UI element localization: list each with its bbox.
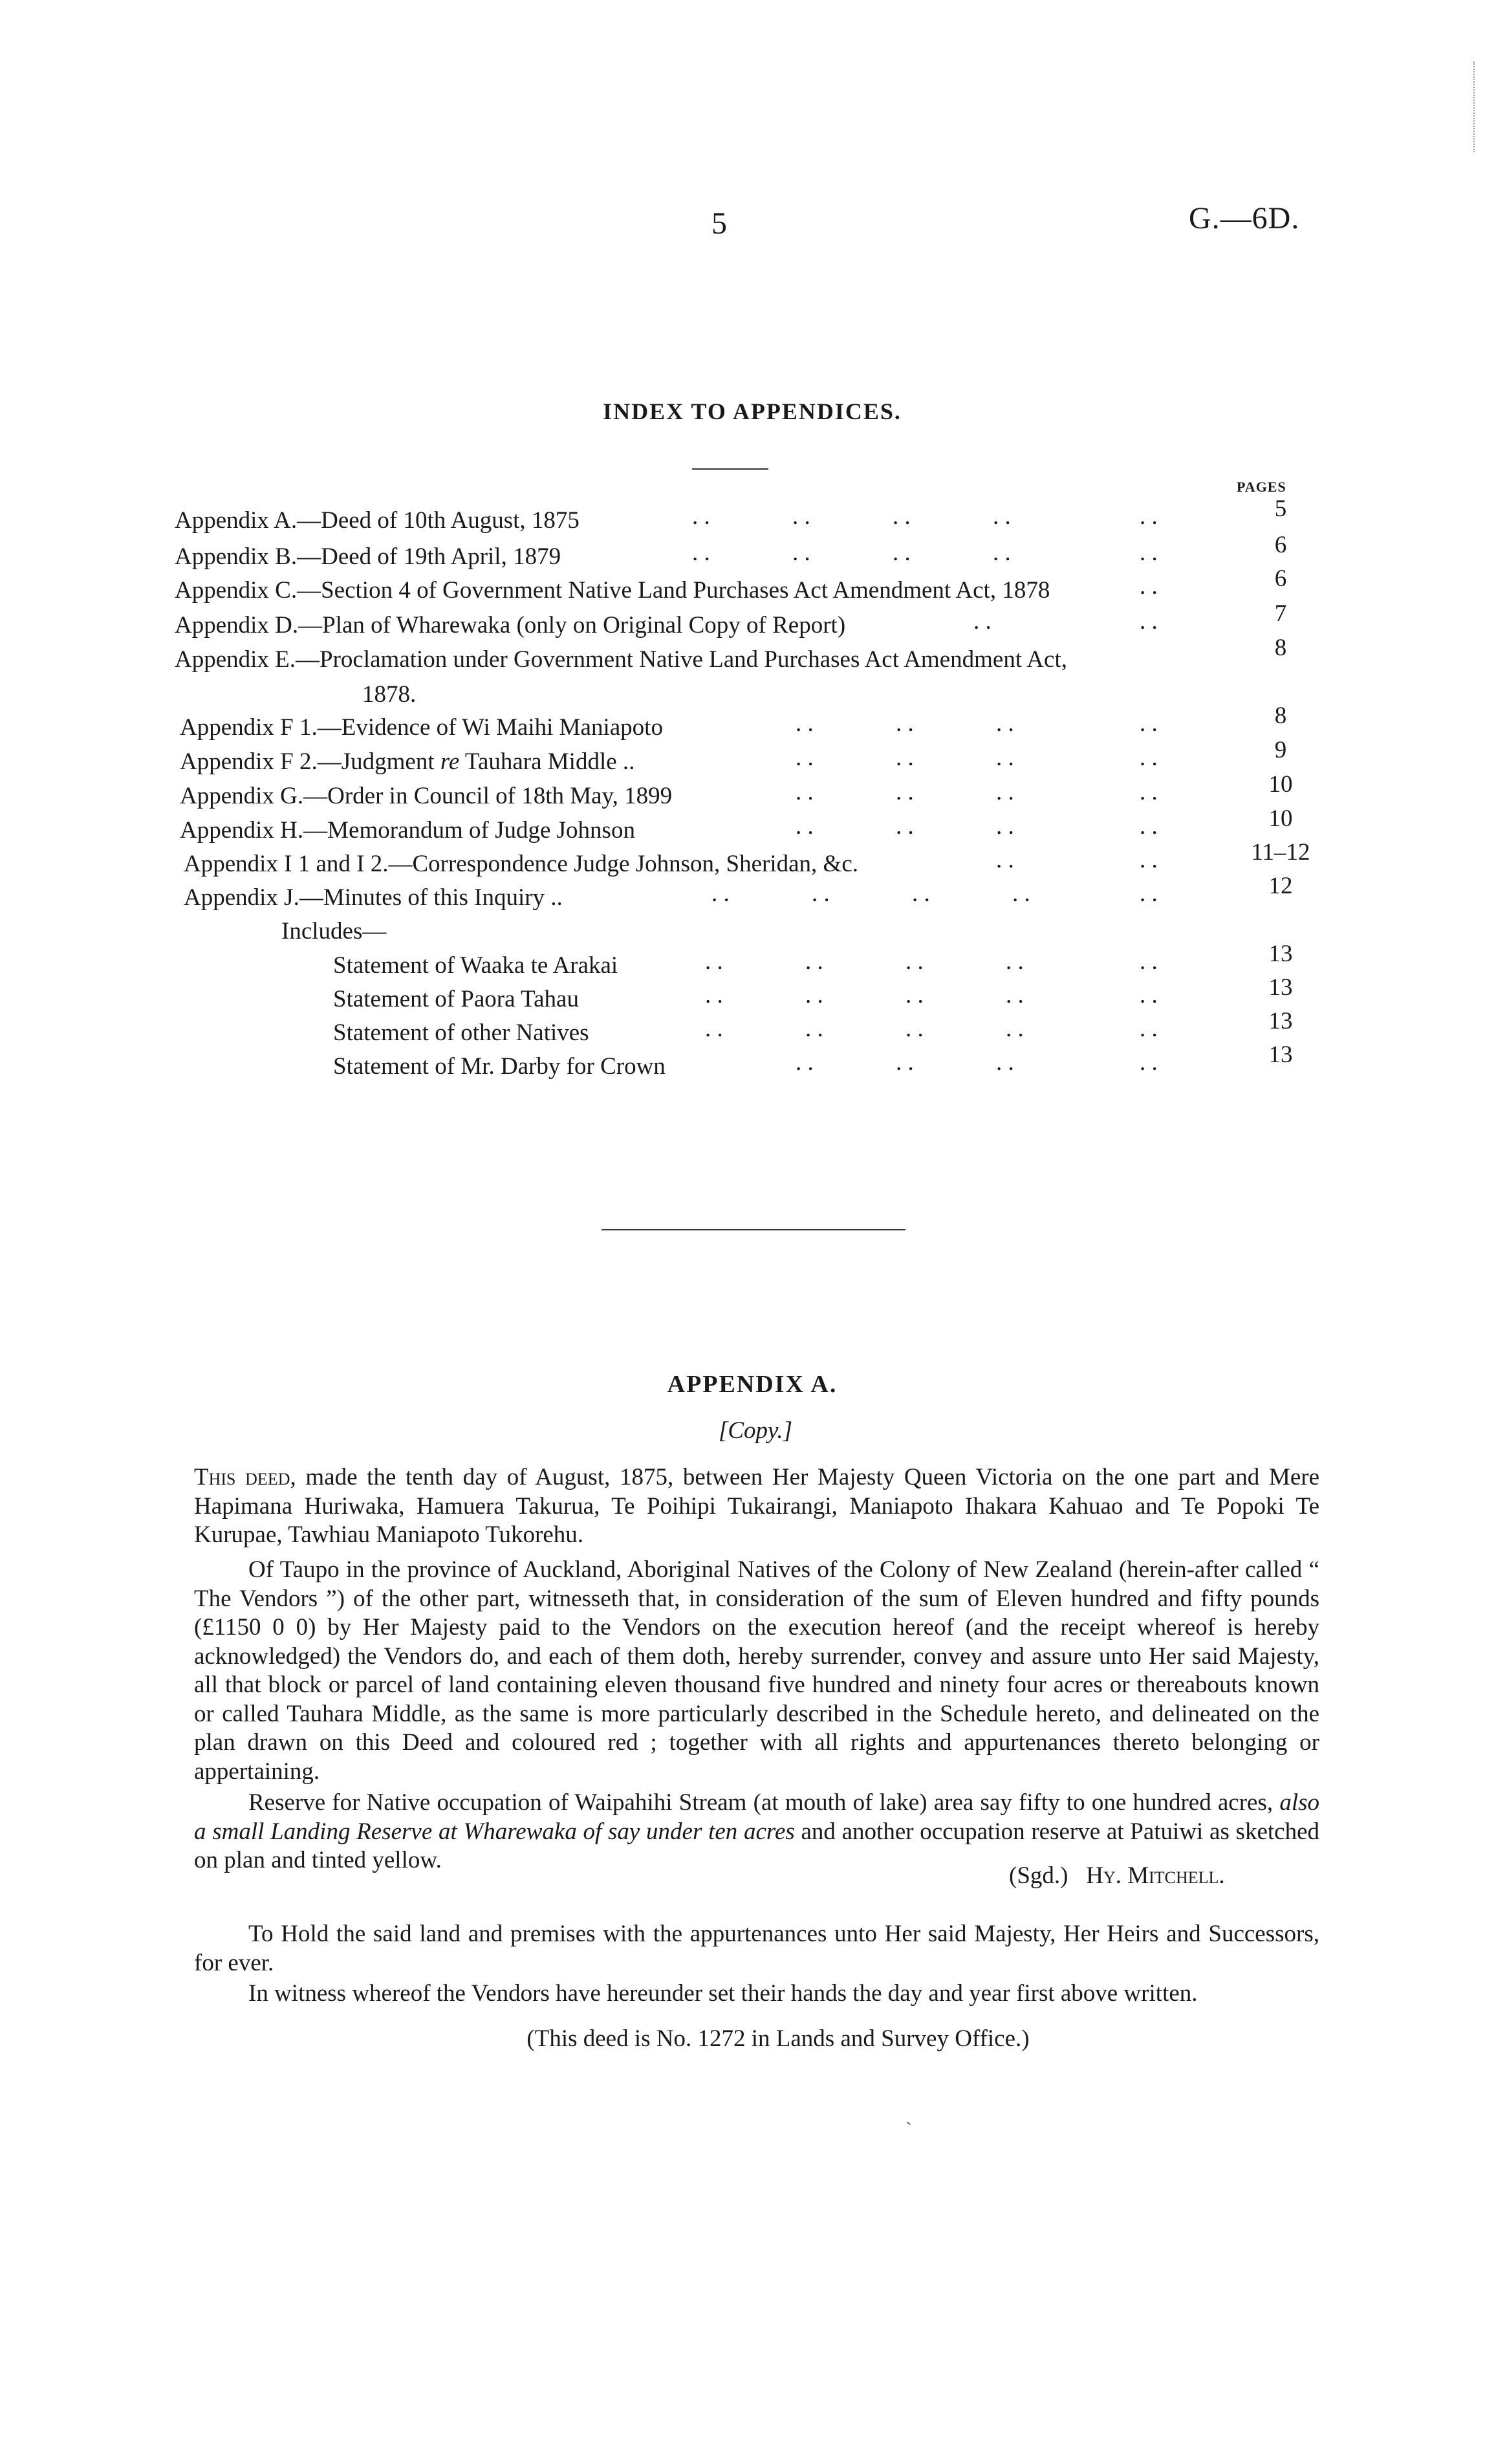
index-row-page: 13 — [1268, 941, 1293, 967]
document-code: G.—6D. — [1189, 201, 1300, 235]
signature — [1009, 1862, 1225, 1890]
index-row — [175, 915, 1319, 948]
index-row-label: Statement of Paora Tahau — [333, 986, 579, 1012]
index-row-page: 11–12 — [1251, 839, 1310, 866]
index-row-label: Appendix H.—Memorandum of Judge Johnson — [180, 817, 635, 844]
index-row: Appendix H.—Memorandum of Judge Johnson . . . . . . . . 10 — [175, 814, 1319, 847]
index-row: Appendix G.—Order in Council of 18th May, 1899 . . . . . . . . 10 — [175, 780, 1319, 812]
index-row-page: 7 — [1274, 600, 1287, 627]
divider-long — [602, 1229, 905, 1230]
index-row-page: 9 — [1274, 737, 1287, 763]
landing-reserve-italic: also a small Landing Reserve at Wharewaka of say under ten acres — [194, 1789, 1319, 1845]
index-row-page: 13 — [1268, 1008, 1293, 1034]
index-row-label: Appendix E.—Proclamation under Government Native Land Purchases Act Amendment Act, — [175, 646, 1067, 673]
index-row-label: Appendix B.—Deed of 19th April, 1879 — [175, 543, 561, 570]
index-row: Appendix F 2.—Judgment re Tauhara Middle .. . . . . . . . . 9 — [175, 746, 1319, 778]
deed-paragraph-1-text: , made the tenth day of August, 1875, between Her Majesty Queen Victoria on the one part and Mere Hapimana Huriwaka, Hamuera Takurua, Te Poihipi Tukairangi, Maniapoto Ihakara Kahuao and Te Popoki Te Kurupae, Tawhiau Maniapoto Tukorehu. — [194, 1464, 1319, 1548]
deed-paragraph-3-a: Reserve for Native occupation of Waipahihi Stream (at mouth of lake) area say fifty to one hundred acres, — [248, 1789, 1274, 1816]
index-row-label: Appendix G.—Order in Council of 18th May, 1899 — [180, 783, 673, 809]
deed-paragraph-5: In witness whereof the Vendors have hereunder set their hands the day and year first above written. — [248, 1980, 1198, 2007]
index-row: Appendix F 1.—Evidence of Wi Maihi Maniapoto . . . . . . . . 8 — [175, 712, 1319, 744]
index-row-label: Appendix C.—Section 4 of Government Native Land Purchases Act Amendment Act, 1878 — [175, 577, 1050, 604]
deed-lead-words: This deed — [194, 1464, 290, 1490]
index-row-label: Appendix A.—Deed of 10th August, 1875 — [175, 507, 580, 534]
page-number: 5 — [711, 206, 727, 241]
appendix-a-title: APPENDIX A. — [667, 1371, 838, 1398]
index-row: Appendix J.—Minutes of this Inquiry .. . . . . . . . . . . 12 — [175, 882, 1319, 914]
index-row: Appendix B.—Deed of 19th April, 1879 . . . . . . . . . . 6 — [175, 541, 1319, 573]
deed-registry-note: (This deed is No. 1272 in Lands and Survey Office.) — [526, 2025, 1030, 2052]
index-row-page: 12 — [1268, 873, 1293, 899]
index-row-page: 8 — [1274, 703, 1287, 729]
index-row: Statement of other Natives . . . . . . . . . . 13 — [175, 1017, 1319, 1049]
index-row-page: 6 — [1274, 565, 1287, 592]
index-row: Statement of Waaka te Arakai . . . . . . . . . . 13 — [175, 950, 1319, 982]
index-title: INDEX TO APPENDICES. — [603, 398, 902, 424]
index-row-label: Statement of other Natives — [333, 1019, 589, 1046]
deed-paragraph-4: To Hold the said land and premises with the appurtenances unto Her said Majesty, Her Heirs and Successors, for ever. — [194, 1921, 1319, 1976]
index-row: Appendix D.—Plan of Wharewaka (only on Original Copy of Report) . . . . 7 — [175, 609, 1319, 642]
index-continuation: 1878. — [362, 681, 417, 708]
ink-speck: ˋ — [905, 2119, 912, 2140]
index-row-page: 10 — [1268, 805, 1293, 832]
index-row-page: 10 — [1268, 771, 1293, 798]
deed-paragraph-2: Of Taupo in the province of Auckland, Aboriginal Natives of the Colony of New Zealand (herein-after called “ The Vendors ”) of the other part, witnesseth that, in consideration of the sum of Eleven hundred and fifty pounds (£1150 0 0) by Her Majesty paid to the Vendors on the execution hereof (and the receipt whereof is hereby acknowledged) the Vendors do, and each of them doth, hereby surrender, convey and assure unto Her said Majesty, all that block or parcel of land containing eleven thousand five hundred and ninety four acres or thereabouts known or called Tauhara Middle, as the same is more particularly described in the Schedule hereto, and delineated on the plan drawn on this Deed and coloured red ; together with all rights and appurtenances thereto belonging or appertaining. — [194, 1556, 1319, 1785]
index-row-label: Appendix I 1 and I 2.—Correspondence Judge Johnson, Sheridan, &c. — [184, 851, 858, 877]
index-row: Statement of Mr. Darby for Crown . . . . . . . . 13 — [175, 1051, 1319, 1083]
signature-name: Hy. Mitchell. — [1086, 1862, 1225, 1889]
copy-label: [Copy.] — [718, 1417, 793, 1444]
index-row: Appendix C.—Section 4 of Government Native Land Purchases Act Amendment Act, 1878 . . 6 — [175, 574, 1319, 607]
index-row-label: Statement of Waaka te Arakai — [333, 952, 618, 979]
index-row-page: 13 — [1268, 1041, 1293, 1068]
margin-mark — [1473, 61, 1476, 152]
divider-short — [692, 468, 768, 470]
index-row-label: Includes— — [281, 918, 387, 944]
index-row-label: Appendix J.—Minutes of this Inquiry .. — [184, 884, 563, 911]
deed-paragraph-3-b: and another occupation reserve at Patuiwi as sketched on plan and tinted yellow. — [194, 1818, 1320, 1873]
index-row: Statement of Paora Tahau . . . . . . . . . . 13 — [175, 983, 1319, 1016]
index-row-page: 5 — [1274, 496, 1287, 522]
index-row-label: Appendix D.—Plan of Wharewaka (only on Original Copy of Report) — [175, 612, 846, 638]
index-row-label: Statement of Mr. Darby for Crown — [333, 1053, 666, 1080]
index-row-page: 8 — [1274, 635, 1287, 661]
pages-column-heading: PAGES — [1237, 479, 1286, 495]
signature-prefix: (Sgd.) — [1009, 1862, 1068, 1889]
index-row: Appendix I 1 and I 2.—Correspondence Judge Johnson, Sheridan, &c. . . . . 11–12 — [175, 848, 1319, 880]
index-row: Appendix A.—Deed of 10th August, 1875 . . . . . . . . . . 5 — [175, 505, 1319, 537]
index-row-label: Appendix F 2.—Judgment re Tauhara Middle .. — [180, 748, 635, 775]
index-row — [175, 635, 1319, 676]
index-row-label: Appendix F 1.—Evidence of Wi Maihi Maniapoto — [180, 714, 663, 741]
index-row-page: 13 — [1268, 974, 1293, 1001]
index-row-page: 6 — [1274, 532, 1287, 558]
deed-paragraph-1 — [194, 1463, 1319, 1550]
